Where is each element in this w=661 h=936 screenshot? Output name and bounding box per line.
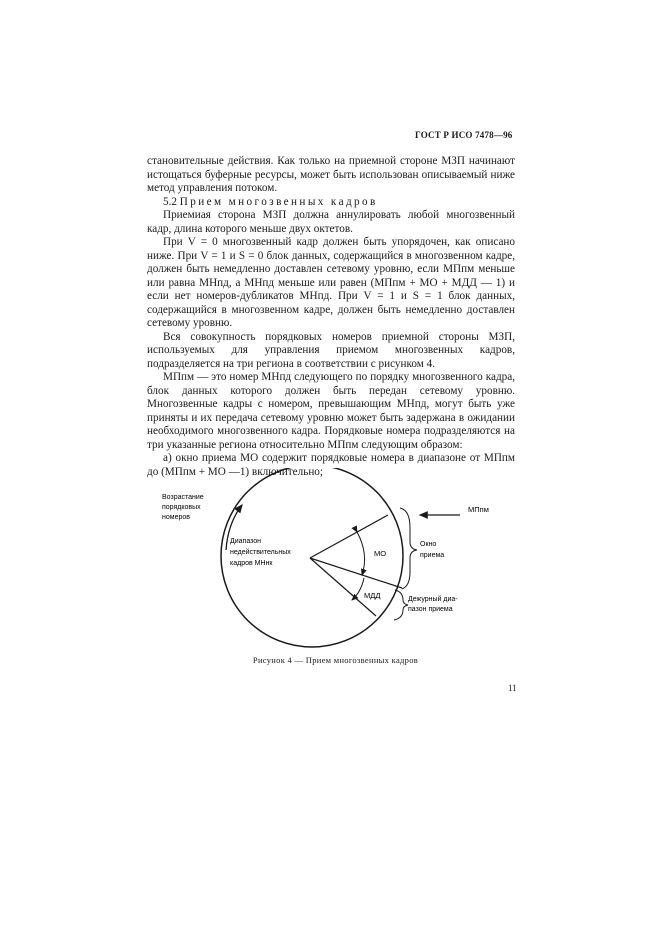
paragraph-continuation: становительные действия. Как только на приемной стороне МЗП начинают истощаться буферные ресурсы, может быть использован описываемый ниже метод управления потоком.	[147, 155, 515, 194]
mppm-label: МПпм	[468, 505, 489, 514]
figure-caption: Рисунок 4 — Прием многозвенных кадров	[252, 655, 419, 665]
section-number: 5.2	[163, 195, 177, 208]
mdd-label: МДД	[364, 591, 381, 600]
radius-window-end	[310, 558, 402, 588]
paragraph-ordering: При V = 0 многозвенный кадр должен быть упорядочен, как описано ниже. При V = 1 и S = 0 блок данных, содержащийся в многозвенном кадре, должен быть немедленно доставлен сетевому уровню, если МПпм меньше или равна МНпд, а МНпд меньше или равен (МПпм + МО + МДД — 1) и если нет номеров-дубликатов МНпд. При V = 1 и S = 1 блок данных, содержащийся в многозвенном кадре, должен быть немедленно доставлен сетевому уровню.	[147, 236, 515, 329]
increase-label-line2: порядковых	[162, 504, 201, 511]
window-label-line1: Окно	[420, 541, 437, 548]
section-heading	[147, 196, 515, 210]
mo-arc-arrow	[357, 532, 365, 575]
window-label-line2: приема	[420, 552, 445, 559]
body-text	[147, 155, 515, 479]
page-number: 11	[508, 683, 517, 693]
list-item-a: а) окно приема МО содержит порядковые номера в диапазоне от МПпм до (МПпм + МО —1) включительно;	[147, 452, 515, 478]
invalid-range-line3: кадров МНнк	[230, 560, 273, 567]
invalid-range-line1: Диапазон	[230, 538, 262, 545]
invalid-range-line2: недействительных	[230, 549, 291, 556]
figure-4	[130, 468, 490, 658]
paragraph-short-frames: Приемиая сторона МЗП должна аннулировать любой многозвенный кадр, длина которого меньше двух октетов.	[147, 209, 515, 235]
increase-label-line1: Возрастание	[162, 494, 204, 501]
section-title: Прием многозвенных кадров	[179, 195, 378, 208]
guard-label-line1: Дежурный диа-	[408, 596, 458, 603]
radius-guard-end	[310, 558, 376, 616]
mo-label: МО	[374, 549, 387, 558]
increase-label-line3: номеров	[162, 514, 190, 521]
guard-label-line2: пазон приема	[408, 606, 453, 613]
guard-brace	[394, 590, 408, 620]
paragraph-mppm: МПпм — это номер МНпд следующего по порядку многозвенного кадра, блок данных которого должен быть передан сетевому уровню. Многозвенные кадры с номером, превышающим МНпд, могут быть уже приняты и их передача сетевому уровню может быть задержана в ожидании необходимого многозвенного кадра. Порядковые номера подразделяются на три указанные региона относительно МПпм следующим образом:	[147, 371, 515, 451]
paragraph-regions: Вся совокупность порядковых номеров приемной стороны МЗП, используемых для управления приемом многозвенных кадров, подразделяется на три региона в соответствии с рисунком 4.	[147, 330, 515, 370]
document-header: ГОСТ Р ИСО 7478—96	[415, 130, 513, 140]
sequence-circle-diagram	[130, 468, 490, 653]
